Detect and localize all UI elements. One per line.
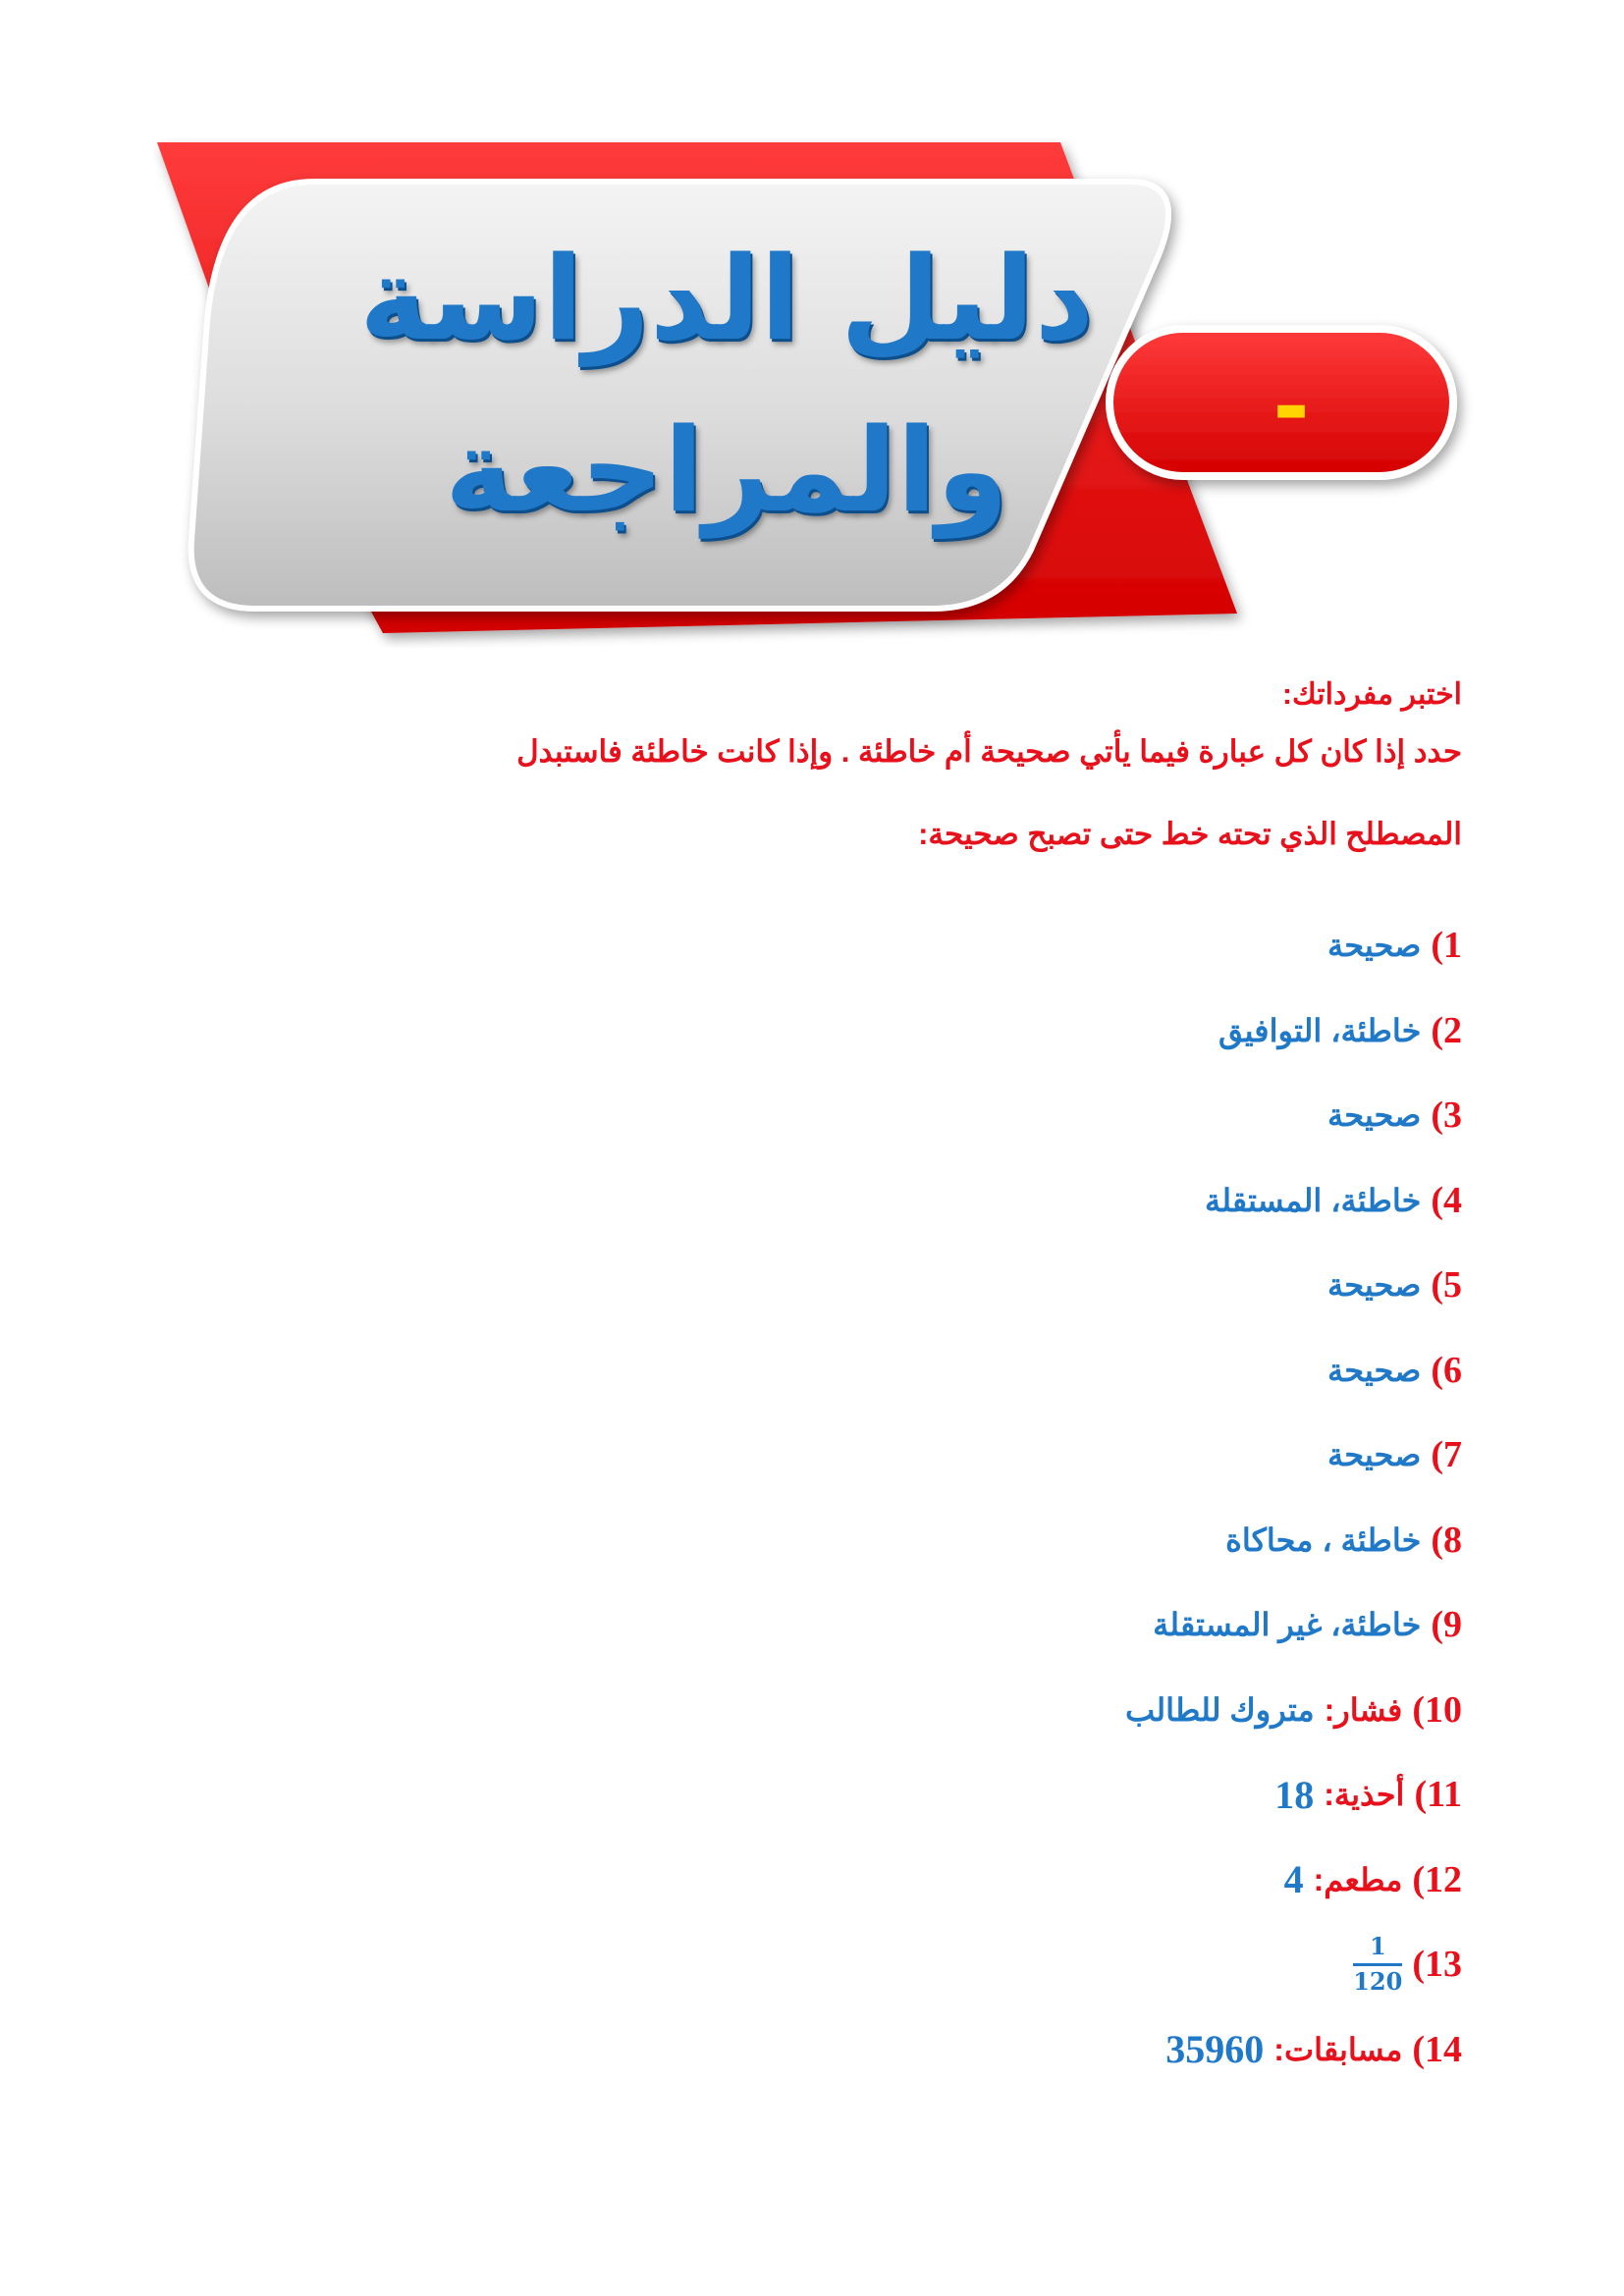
answer-text: صحيحة bbox=[1327, 1437, 1422, 1473]
answer-text: خاطئة، غير المستقلة bbox=[1153, 1607, 1422, 1643]
answer-number: 9) bbox=[1431, 1604, 1462, 1646]
fraction-bar bbox=[1353, 1963, 1402, 1966]
answer-number: 8) bbox=[1431, 1519, 1462, 1561]
section-heading: اختبر مفرداتك: bbox=[1282, 678, 1462, 711]
fraction-denominator: 120 bbox=[1353, 1966, 1403, 1996]
answer-number: 4) bbox=[1431, 1179, 1462, 1221]
banner-title-line1: دليل الدراسة bbox=[358, 231, 1095, 366]
answer-number: 10) bbox=[1412, 1688, 1462, 1731]
answer-fraction bbox=[1353, 1934, 1402, 1995]
banner-title-line2: والمراجعة bbox=[444, 402, 1009, 538]
answer-value: 35960 bbox=[1165, 2027, 1265, 2072]
fraction-numerator: 1 bbox=[1369, 1932, 1386, 1961]
answer-text: خاطئة، المستقلة bbox=[1205, 1182, 1422, 1218]
badge-label: - bbox=[1272, 355, 1310, 458]
answer-item bbox=[284, 1243, 1462, 1328]
answer-item bbox=[284, 1158, 1462, 1244]
answer-text: صحيحة bbox=[1327, 928, 1422, 964]
answer-text: خاطئة ، محاكاة bbox=[1225, 1522, 1422, 1558]
answer-item bbox=[284, 1073, 1462, 1158]
answer-item bbox=[284, 1498, 1462, 1583]
answer-item bbox=[284, 988, 1462, 1074]
answer-item bbox=[284, 1582, 1462, 1668]
answer-label: فشار: bbox=[1324, 1691, 1403, 1728]
answer-text: متروك للطالب bbox=[1124, 1691, 1315, 1728]
answer-number: 1) bbox=[1431, 925, 1462, 967]
answer-item bbox=[284, 1922, 1462, 2007]
answer-number: 12) bbox=[1412, 1858, 1462, 1900]
answer-label: مسابقات: bbox=[1273, 2031, 1403, 2067]
answer-item bbox=[284, 2007, 1462, 2093]
answer-text: خاطئة، التوافيق bbox=[1218, 1012, 1422, 1048]
answer-text: صحيحة bbox=[1327, 1267, 1422, 1304]
answer-label: أحذية: bbox=[1324, 1777, 1405, 1813]
answers-list bbox=[284, 903, 1462, 2092]
answer-label: مطعم: bbox=[1313, 1861, 1403, 1897]
answer-value: 18 bbox=[1274, 1772, 1315, 1817]
instruction-line-1: حدد إذا كان كل عبارة فيما يأتي صحيحة أم خاطئة . وإذا كانت خاطئة فاستبدل bbox=[516, 734, 1462, 769]
answer-item bbox=[284, 1413, 1462, 1498]
answer-number: 2) bbox=[1431, 1009, 1462, 1051]
answer-number: 5) bbox=[1431, 1264, 1462, 1307]
answer-item bbox=[284, 1668, 1462, 1753]
answer-value: 4 bbox=[1283, 1857, 1304, 1902]
answer-text: صحيحة bbox=[1327, 1097, 1422, 1134]
answer-number: 13) bbox=[1412, 1944, 1462, 1986]
instruction-line-2: المصطلح الذي تحته خط حتى تصبح صحيحة: bbox=[918, 817, 1462, 851]
answer-item bbox=[284, 1328, 1462, 1414]
answer-text: صحيحة bbox=[1327, 1352, 1422, 1388]
answer-item bbox=[284, 1838, 1462, 1923]
answer-number: 11) bbox=[1414, 1774, 1462, 1816]
answer-number: 7) bbox=[1431, 1434, 1462, 1476]
answer-number: 14) bbox=[1412, 2028, 1462, 2070]
answer-number: 6) bbox=[1431, 1349, 1462, 1391]
answer-item bbox=[284, 903, 1462, 988]
answer-number: 3) bbox=[1431, 1095, 1462, 1137]
answer-item bbox=[284, 1752, 1462, 1838]
